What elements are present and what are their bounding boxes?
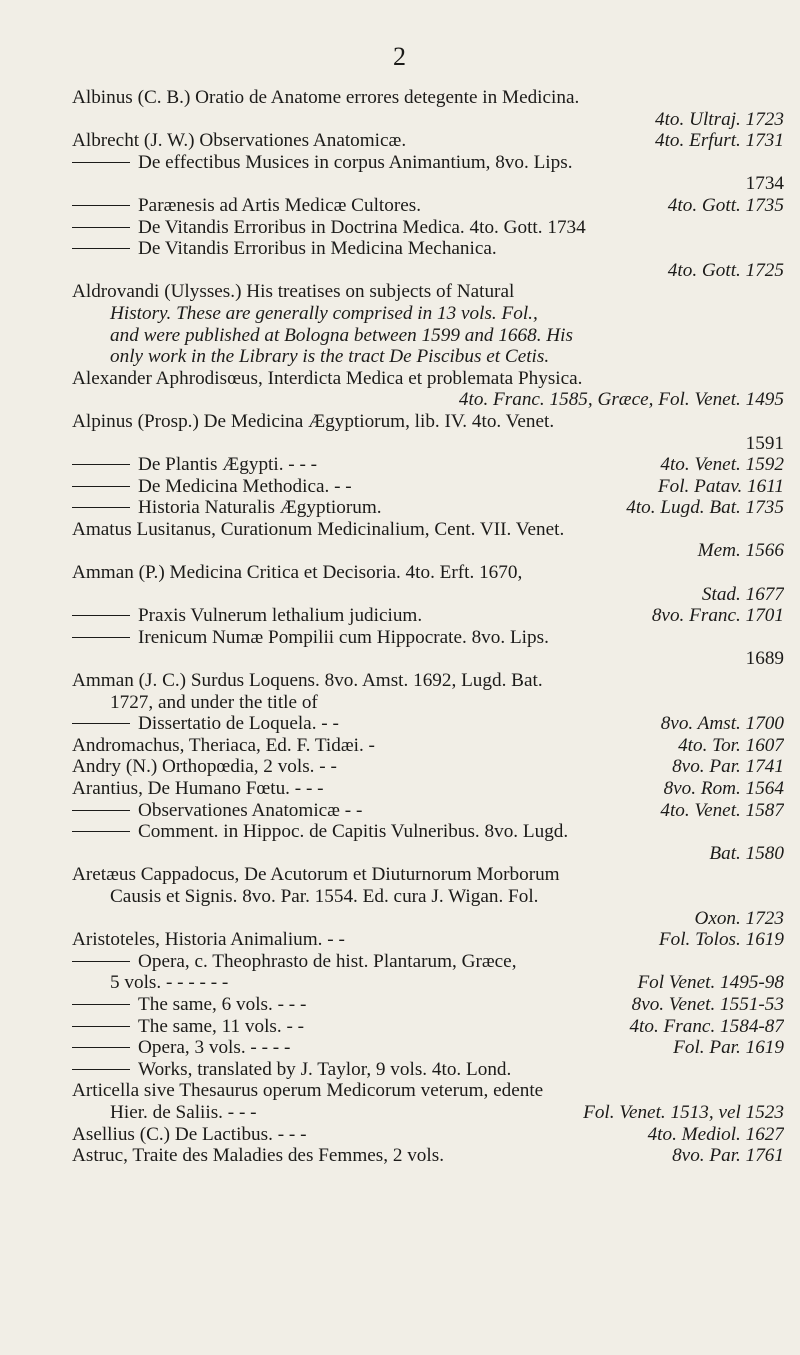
entry-line: Alpinus (Prosp.) De Medicina Ægyptiorum, lib. IV. 4to. Venet. (72, 410, 555, 432)
list-item (72, 130, 784, 152)
list-item (72, 864, 784, 929)
entry-line: Albinus (C. B.) Oratio de Anatome errores detegente in Medicina. (72, 87, 580, 108)
list-item (72, 994, 784, 1016)
entry-line: 1689 (745, 648, 784, 670)
entry-line: 4to. Gott. 1725 (667, 259, 784, 281)
entry-imprint: 8vo. Par. 1761 (672, 1145, 784, 1167)
entry-imprint: Fol. Patav. 1611 (657, 475, 784, 497)
entry-text: Arantius, De Humano Fœtu. - - - (72, 778, 324, 799)
entry-line: Causis et Signis. 8vo. Par. 1554. Ed. cura J. Wigan. Fol. (110, 885, 539, 907)
entry-text: The same, 11 vols. - - (138, 1015, 305, 1037)
list-item (72, 476, 784, 498)
entry-line: Mem. 1566 (697, 540, 784, 562)
ditto-dash (72, 464, 130, 465)
ditto-dash (72, 507, 130, 508)
list-item (72, 1145, 784, 1167)
list-item (72, 778, 784, 800)
list-item (72, 281, 784, 367)
ditto-dash (72, 1026, 130, 1027)
ditto-dash (72, 637, 130, 638)
entry-imprint: 4to. Gott. 1735 (667, 194, 784, 216)
entry-imprint: 4to. Venet. 1592 (660, 454, 784, 476)
list-item (72, 217, 784, 239)
ditto-dash (72, 1069, 130, 1070)
ditto-dash (72, 615, 130, 616)
entry-imprint: Fol. Par. 1619 (673, 1037, 784, 1059)
entry-text: Comment. in Hippoc. de Capitis Vulneribus. 8vo. Lugd. (138, 821, 569, 843)
list-item (72, 713, 784, 735)
list-item (72, 627, 784, 670)
list-item (72, 87, 784, 130)
list-item (72, 929, 784, 951)
entry-line: Amatus Lusitanus, Curationum Medicinalium, Cent. VII. Venet. (72, 518, 565, 540)
list-item (72, 519, 784, 562)
entry-text: Parænesis ad Artis Medicæ Cultores. (138, 194, 421, 216)
entry-text: Albrecht (J. W.) Observationes Anatomicæ. (72, 130, 407, 152)
page-number: 2 (393, 42, 407, 71)
entry-line: 1734 (745, 173, 784, 195)
entry-text: Irenicum Numæ Pompilii cum Hippocrate. 8vo. Lips. (138, 626, 549, 648)
ditto-dash (72, 486, 130, 487)
entry-imprint: Fol. Venet. 1513, vel 1523 (583, 1101, 784, 1123)
entry-text: Astruc, Traite des Maladies des Femmes, 2 vols. (72, 1145, 444, 1167)
ditto-dash (72, 810, 130, 811)
entry-line: Oxon. 1723 (694, 907, 784, 929)
list-item (72, 821, 784, 864)
entry-imprint: 4to. Erfurt. 1731 (655, 130, 784, 152)
ditto-dash (72, 961, 130, 962)
entry-imprint: 8vo. Franc. 1701 (651, 605, 784, 627)
entry-imprint: Fol. Tolos. 1619 (658, 929, 784, 951)
entry-text: The same, 6 vols. - - - (138, 993, 307, 1015)
entry-text: De Medicina Methodica. - - (138, 475, 352, 497)
entry-line: Aretæus Cappadocus, De Acutorum et Diuturnorum Morborum (72, 864, 560, 886)
entry-text: 5 vols. - - - - - - (110, 972, 229, 994)
ditto-dash (72, 1004, 130, 1005)
entry-text: Hier. de Saliis. - - - (110, 1101, 257, 1123)
list-item (72, 951, 784, 994)
list-item (72, 238, 784, 281)
list-item (72, 800, 784, 822)
list-item (72, 1124, 784, 1146)
entry-imprint: 8vo. Rom. 1564 (663, 778, 784, 799)
entry-text: Andry (N.) Orthopœdia, 2 vols. - - (72, 756, 337, 778)
list-item (72, 735, 784, 757)
entry-text: Opera, 3 vols. - - - - (138, 1037, 291, 1059)
entry-line: Alexander Aphrodisœus, Interdicta Medica et problemata Physica. (72, 367, 583, 389)
list-item (72, 1037, 784, 1059)
bibliography-list (72, 87, 784, 1167)
entry-imprint: 8vo. Par. 1741 (672, 756, 784, 778)
entry-text: Observationes Anatomicæ - - (138, 799, 363, 821)
entry-text: Works, translated by J. Taylor, 9 vols. 4to. Lond. (138, 1058, 512, 1080)
entry-line: Amman (P.) Medicina Critica et Decisoria. 4to. Erft. 1670, (72, 562, 523, 584)
entry-text: Historia Naturalis Ægyptiorum. (138, 497, 382, 519)
list-item (72, 670, 784, 713)
entry-text: De effectibus Musices in corpus Animantium, 8vo. Lips. (138, 151, 573, 173)
list-item (72, 411, 784, 454)
entry-text: Opera, c. Theophrasto de hist. Plantarum, Græce, (138, 950, 517, 972)
entry-line: Articella sive Thesaurus operum Medicorum veterum, edente (72, 1080, 544, 1102)
entry-line: 1591 (745, 432, 784, 454)
list-item (72, 454, 784, 476)
entry-text: Andromachus, Theriaca, Ed. F. Tidæi. - (72, 734, 375, 756)
entry-imprint: Fol Venet. 1495-98 (637, 972, 784, 994)
list-item (72, 1059, 784, 1081)
entry-line: History. These are generally comprised in 13 vols. Fol., (110, 302, 538, 324)
entry-line: 4to. Ultraj. 1723 (655, 108, 784, 130)
list-item (72, 497, 784, 519)
ditto-dash (72, 205, 130, 206)
ditto-dash (72, 248, 130, 249)
entry-imprint: 4to. Franc. 1584-87 (629, 1015, 784, 1037)
list-item (72, 1016, 784, 1038)
list-item (72, 562, 784, 605)
entry-line: and were published at Bologna between 1599 and 1668. His (110, 324, 573, 346)
list-item (72, 368, 784, 411)
entry-line: 4to. Franc. 1585, Græce, Fol. Venet. 1495 (458, 389, 784, 411)
entry-text: Praxis Vulnerum lethalium judicium. (138, 605, 423, 627)
entry-imprint: 4to. Mediol. 1627 (647, 1123, 784, 1145)
list-item (72, 605, 784, 627)
list-item (72, 1080, 784, 1123)
entry-imprint: 4to. Tor. 1607 (678, 734, 784, 756)
entry-text: Aristoteles, Historia Animalium. - - (72, 929, 345, 951)
list-item (72, 152, 784, 195)
entry-text: De Vitandis Erroribus in Doctrina Medica. 4to. Gott. 1734 (138, 216, 586, 238)
entry-line: Stad. 1677 (701, 583, 784, 605)
ditto-dash (72, 1047, 130, 1048)
entry-text: De Vitandis Erroribus in Medicina Mechanica. (138, 238, 497, 260)
entry-imprint: 8vo. Amst. 1700 (660, 713, 784, 735)
entry-line: 1727, and under the title of (110, 691, 318, 713)
entry-text: De Plantis Ægypti. - - - (138, 454, 318, 476)
ditto-dash (72, 723, 130, 724)
entry-line: only work in the Library is the tract De Piscibus et Cetis. (110, 346, 550, 368)
ditto-dash (72, 831, 130, 832)
entry-line: Bat. 1580 (709, 842, 784, 864)
entry-line: Amman (J. C.) Surdus Loquens. 8vo. Amst. 1692, Lugd. Bat. (72, 670, 543, 692)
list-item (72, 195, 784, 217)
entry-text: Asellius (C.) De Lactibus. - - - (72, 1123, 307, 1145)
entry-line: Aldrovandi (Ulysses.) His treatises on subjects of Natural (72, 281, 515, 303)
entry-imprint: 8vo. Venet. 1551-53 (631, 993, 784, 1015)
entry-text: Dissertatio de Loquela. - - (138, 713, 339, 735)
entry-imprint: 4to. Lugd. Bat. 1735 (626, 497, 784, 519)
ditto-dash (72, 227, 130, 228)
entry-imprint: 4to. Venet. 1587 (660, 799, 784, 821)
list-item (72, 756, 784, 778)
ditto-dash (72, 162, 130, 163)
